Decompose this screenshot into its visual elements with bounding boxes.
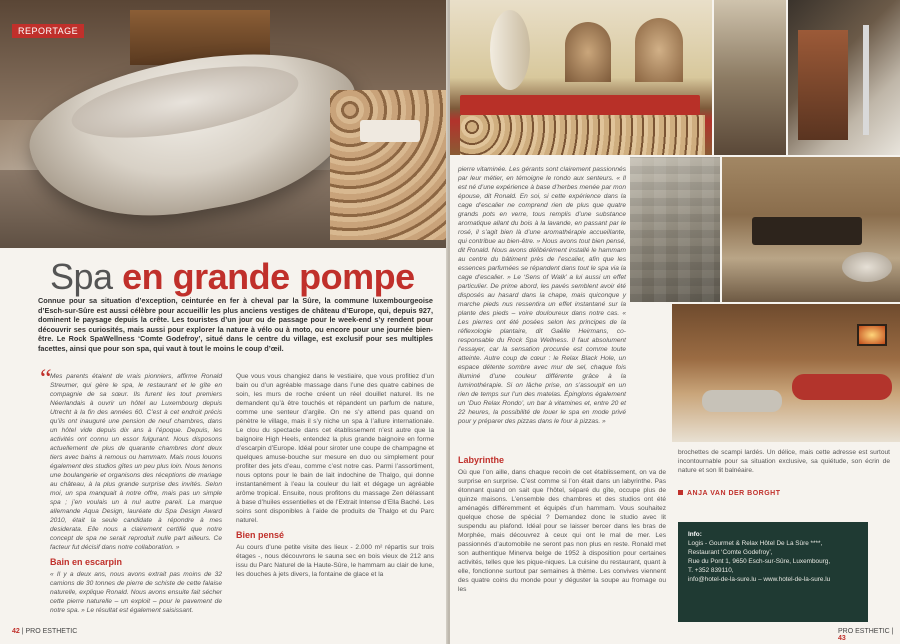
quote-mark-icon: “ [40,364,52,393]
column-3-top: pierre vitaminée. Les gérants sont clairement passionnés par leur métier, en témoigne le rondo aux senteurs. « Il est né d’une expérience à base d’herbes menée par mon épouse, dit Ronald. En soi, si cette expérience dans la cage d’escalier ne comprend rien de plus que quatre grands pots en verre, tous remplis d’une substance aromatique allant du bois à la lavande, en passant par le rosé, il s’agit bien là d’une aromathérapie accueillante, qui contribue au bien-être. » Nous avons tout bien pensé, dit Ronald. Nous avons délibérément installé le hammam au centre du bâtiment près de l’escalier, afin que les essences parfumées se répandent dans tout le spa via la cage d’escalier. » Le ‘Sens of Walk’ a lui aussi un effet particulier. De prime abord, les pavés semblent avoir été disposés au hasard dans la chape, mais quiconque y marche pieds nus ressentira un effet instantané sur la plante des pieds – voire douloureux dans notre cas. « Les pierres ont été posées selon les principes de la réflexologie plantaire, dit Gaëlle Heirmans, co-responsable du Rock Spa Wellness. Il faut absolument l’essayer, car la sensation procurée est comme toute atteinte. Autre coup de cœur : le Relax Black Hole, un espace détente sombre avec mur de sel, chaque fois illuminé d’une couleur différente grâce à la luminothérapie. Si on lâche prise, on s’assoupit en un rien de temps sur l’un des matelas. Épinglons également un ‘Duo Relax Rondo’, un bar à vitamines et, entre 20 et 22 heures, la possibilité de louer le spa en mode privé pour y préparer des pizzas dans le four à pizzas. » [458,166,626,425]
column-4: brochettes de scampi lardés. Un délice, mais cette adresse est surtout incontournable pour sa situation exclusive, sa quiétude, son écrin de nature et son lit balnéaire. [678,449,890,474]
relax-room-photo [450,0,712,155]
intro-paragraph: Connue pour sa situation d’exception, ceinturée en fer à cheval par la Sûre, la commune luxembourgeoise d’Esch-sur-Sûre est aussi célèbre pour accueillir les plus anciens vestiges de château d’Europe, qui, depuis 927, dominent le paysage depuis la crête. Les touristes d’un jour ou de passage pour le week-end s’y rendent pour découvrir ses curiosités, mais aussi pour explorer la nature à vélo ou à moto, ou encore pour une journée bien-être. Le Rock SpaWellness ‘Comte Godefroy’, situé dans le centre du village, est exclusif pour ses multiples facettes, ainsi que pour son spa, qui vaut à tout le moins le coup d’œil. [38,296,433,353]
massage-room-photo [722,157,900,302]
footer-right: PRO ESTHETIC | 43 [838,628,894,642]
stone-wall-photo [630,157,720,302]
column-3-bottom: Labyrinthe Où que l’on aille, dans chaque recoin de cet établissement, on va de surprise en surprise. C’est comme si l’on était dans un labyrinthe. Pas étonnant quand on sait que l’hôtel, séparé du gîte, occupe plus de quinze maisons. L’ensemble des chambres et des studios ont été aménagés différemment et équipés d’un hammam. Vous souhaitez quelque chose de spécial ? Demandez donc le studio avec lit suspendu au plafond. Idéal pour se laisser bercer dans les bras de Morphée, mais découvrez à ceux qui ont le mal de mer. Les passionnés d’automobile ne seront pas non plus en reste. Ronald met son authentique Minerva belge de 1952 à disposition pour certaines activités, telles que les pique-niques. La cuisine du restaurant, quant à elle, fonctionne surtout par semaines à thème. Les convives viennent des quatre coins du monde pour y déguster la soupe au fromage ou les [458,455,666,593]
lounge-photo [672,304,900,442]
section-label: REPORTAGE [12,24,84,38]
left-page [0,0,448,644]
info-box: Info: Logis - Gourmet & Relax Hôtel De La Sûre ****, Restaurant ‘Comte Godefroy’, Rue du Pont 1, 9650 Esch-sur-Sûre, Luxembourg, T. +352 839110, info@hotel-de-la-sure.lu – www.hotel-de-la-sure.lu [678,522,868,622]
author-credit: ANJA VAN DER BORGHT [678,490,781,497]
footer-left: 42 | PRO ESTHETIC [12,628,78,635]
page-title: Spa en grande pompe [50,256,415,297]
shower-photo [788,0,900,155]
column-1: Mes parents étaient de vrais pionniers, affirme Ronald Streumer, qui gère le spa, le restaurant et le gîte en compagnie de sa sœur. Ils furent les tout premiers Néerlandais à ouvrir un hôtel au Luxembourg depuis Utrecht à la fin des années 60. C’est à cet endroit précis qu’ils ont inauguré une pension de neuf chambres, dans un hôtel vide depuis dix ans à l’époque. Depuis, les activités ont connu un essor fulgurant. Nous disposons actuellement de plus de quarante chambres dont deux tiers avec bains à remous ou hammam. Mais nous louons également des studios gîtes un peu plus loin. Nous tenons une boulangerie et organisons des réceptions de mariage au château, à la plus grande surprise des invités. Selon moi, un spa manquait à notre offre, mais pas un simple spa ; j’en voulais un à nul autre pareil. La marque allemande Aqua Design, lauréate du Spa Design Award 2010, était la seule candidate à répondre à mes desiderata. Elle nous a clairement certifié que notre concept de spa ne serait reproduit nulle part ailleurs. Ce facteur fut décisif dans notre collaboration. » Bain en escarpin « Il y a deux ans, nous avons extrait pas moins de 32 camions de 30 tonnes de pierre de schiste de cette falaise naturelle, explique Ronald. Nous avons ensuite fait sécher cette pierre naturelle – un exploit – pour le pavement de notre spa. » Le résultat est également saisissant. [50,373,222,614]
column-2: Que vous vous changiez dans le vestiaire, que vous profitiez d’un bain ou d’un agréable massage dans l’une des quatre cabines de soin, les murs de roche créent un réel douillet naturel. Ils ne demandent qu’à être touchés et répandent un parfum de nature, comme une senteur d’argile. On ne s’y attend pas quand on pénètre le village, mais il s’y niche un spa à l’allure internationale. Le clou du spectacle dans cet établissement n’est autre que la baignoire High Heels, entendez la plus grande baignoire en forme d’escarpin d’Europe. Idéal pour siroter une coupe de champagne et quelques amuse-bouche sur mesure en duo ou simplement pour profiter des jets d’eau, comme c’est notre cas. Parmi l’assortiment, nous optons pour le bain de lait indochine de Thalgo, qui donne instantanément à l’eau la couleur du lait et dégage un agréable arôme tropical. Ensuite, nous profitons du massage Zen délassant à base d’huiles essentielles et de l’Extrait Intense d’Ella Baché. Les soins sont disponibles à l’aide de produits de Thalgo et du Parc naturel. Bien pensé Au cours d’une petite visite des lieux - 2.000 m² répartis sur trois étages -, nous découvrons le sauna sec en bois vieux de 212 ans issu du Parc Naturel de la Haute-Sûre, le hammam au clair de lune, les douches à jets divers, la fontaine de glace et la [236,373,434,578]
birch-photo [714,0,786,155]
